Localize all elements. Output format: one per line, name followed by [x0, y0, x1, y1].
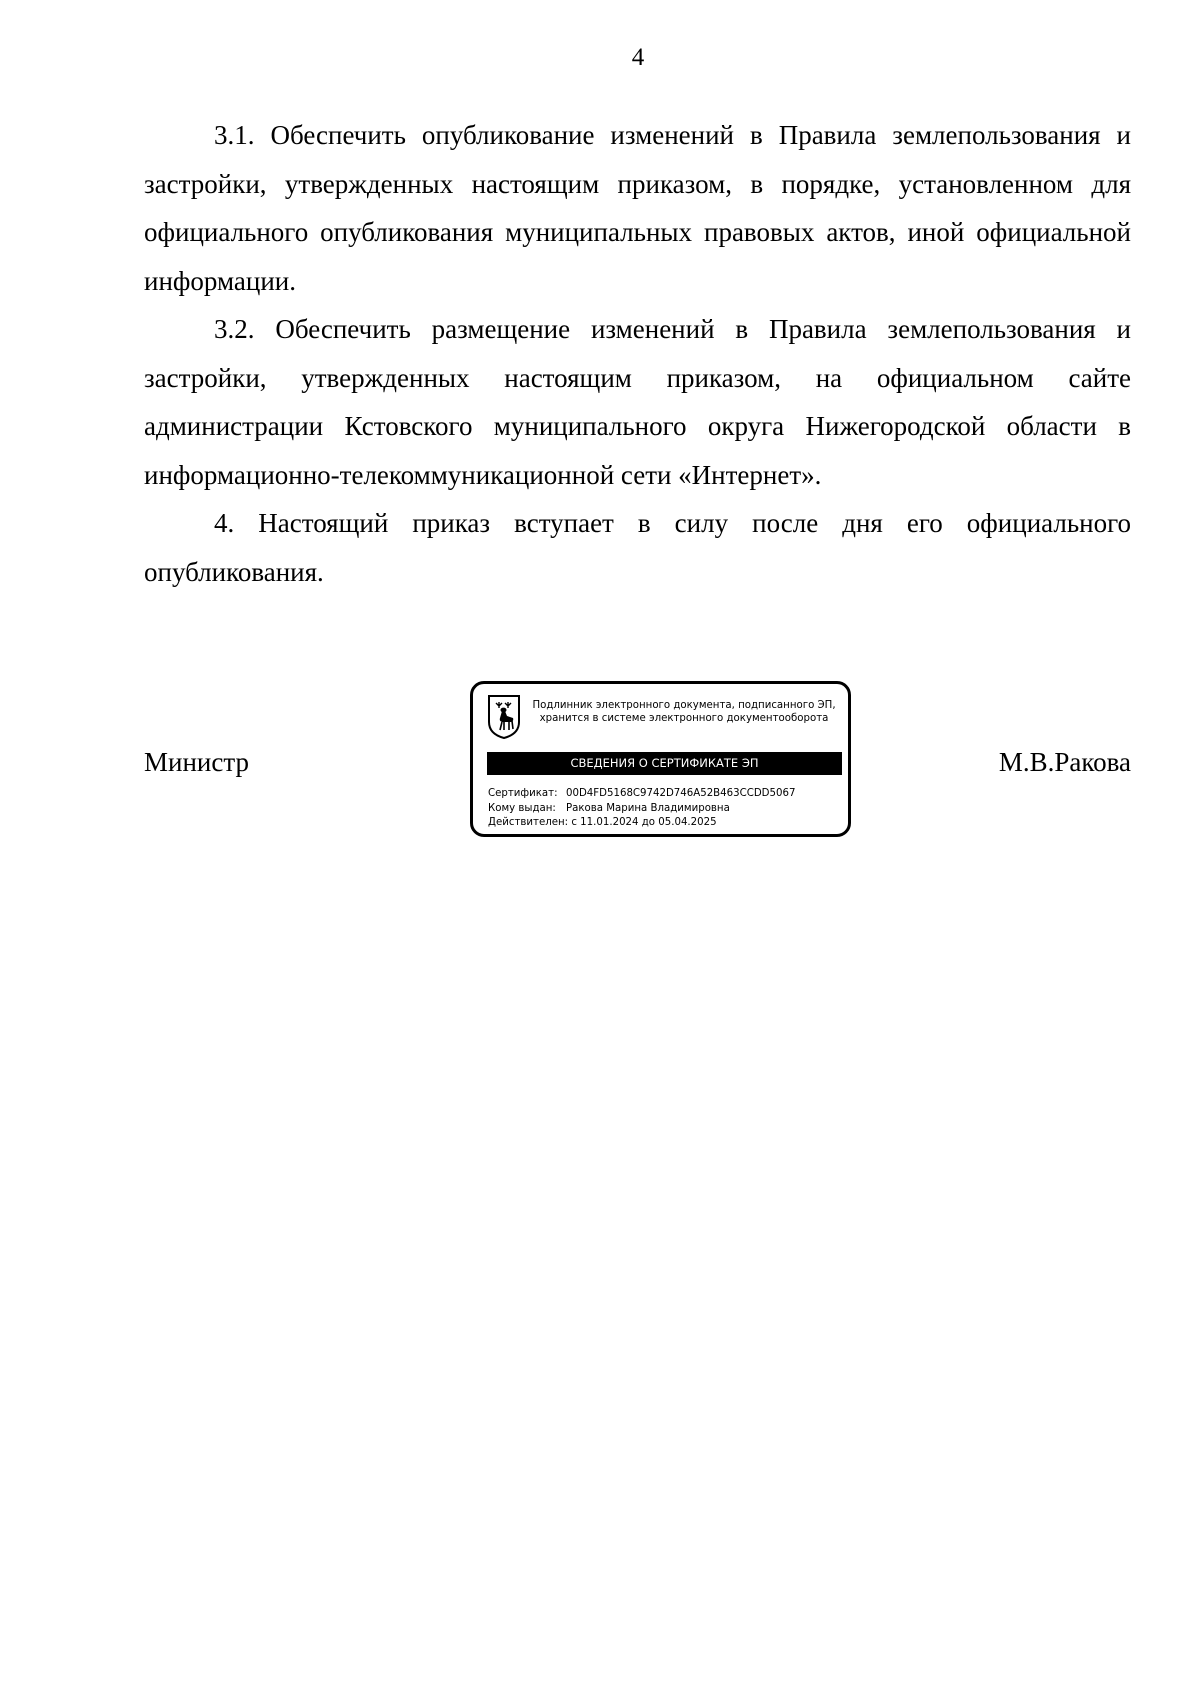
- stamp-header-line-1: Подлинник электронного документа, подписанного ЭП,: [532, 700, 836, 711]
- signatory-position: Министр: [144, 747, 249, 777]
- deer-coat-of-arms-icon: [487, 694, 521, 740]
- certificate-label: Сертификат:: [488, 788, 558, 799]
- valid-label: Действителен:: [488, 817, 569, 828]
- page-number: 4: [631, 44, 645, 71]
- paragraph-3-2: 3.2. Обеспечить размещение изменений в Правила землепользования и застройки, утвержденных настоящим приказом, на официальном сайте администрации Кстовского муниципального округа Нижегородской области в информационно-телекоммуникационной сети «Интернет».: [144, 314, 1131, 490]
- certificate-value: 00D4FD5168C9742D746A52B463CCDD5067: [566, 788, 796, 799]
- stamp-header-line-2: хранится в системе электронного документооборота: [539, 713, 829, 724]
- document-body: [144, 111, 1131, 596]
- valid-value: с 11.01.2024 до 05.04.2025: [571, 817, 717, 828]
- valid-row: [488, 816, 795, 831]
- certificate-row: [488, 787, 795, 802]
- certificate-details: [488, 787, 795, 831]
- issued-to-label: Кому выдан:: [488, 802, 556, 814]
- issued-to-row: [488, 802, 795, 817]
- paragraph-4: 4. Настоящий приказ вступает в силу после дня его официального опубликования.: [144, 508, 1131, 587]
- electronic-signature-stamp: [470, 681, 851, 837]
- signatory-name: М.В.Ракова: [998, 747, 1131, 777]
- certificate-info-bar: СВЕДЕНИЯ О СЕРТИФИКАТЕ ЭП: [487, 752, 842, 775]
- issued-to-value: Ракова Марина Владимировна: [566, 802, 730, 814]
- paragraph-3-1: 3.1. Обеспечить опубликование изменений в Правила землепользования и застройки, утвержденных настоящим приказом, в порядке, установленном для официального опубликования муниципальных правовых актов, иной официальной информации.: [144, 120, 1131, 296]
- stamp-header: [525, 699, 843, 725]
